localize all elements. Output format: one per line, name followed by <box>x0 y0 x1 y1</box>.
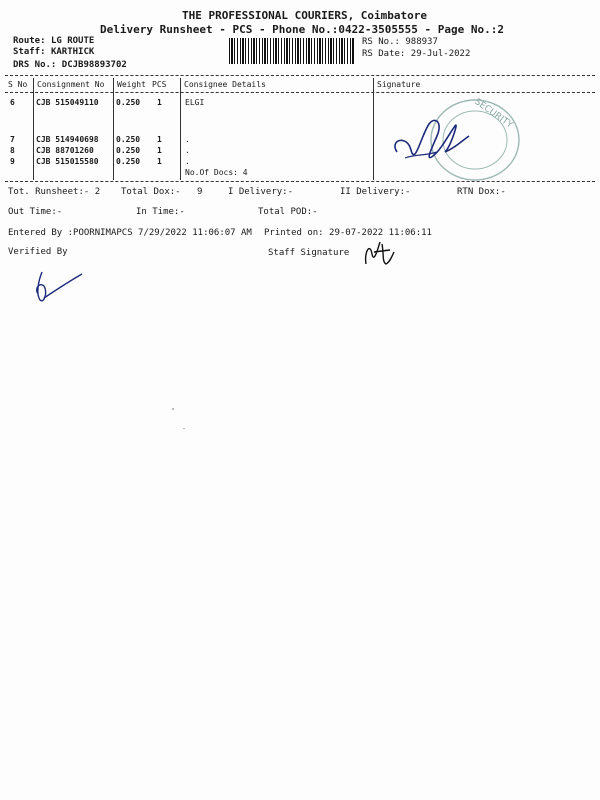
out-time: Out Time:- <box>8 207 63 217</box>
drs-label: DRS No.: <box>13 60 57 70</box>
total-dox-label: Total Dox:- <box>121 187 181 197</box>
drs-line <box>13 60 127 70</box>
company-title: THE PROFESSIONAL COURIERS, Coimbatore <box>182 9 428 22</box>
row-consignee: . <box>185 135 190 144</box>
route-line <box>13 36 94 46</box>
security-stamp <box>385 96 535 184</box>
col-header-pcs: PCS <box>152 80 167 89</box>
col-divider <box>33 78 34 180</box>
row-pcs: 1 <box>157 157 162 166</box>
row-weight: 0.250 <box>116 135 141 144</box>
in-time: In Time:- <box>136 207 185 217</box>
col-header-consignee: Consignee Details <box>184 80 266 89</box>
col-divider <box>180 78 181 180</box>
rs-no-value: 988937 <box>405 37 438 47</box>
row-pcs: 1 <box>157 135 162 144</box>
row-consignee: . <box>185 157 190 166</box>
staff-signature-label: Staff Signature <box>268 248 350 258</box>
total-dox-value: 9 <box>197 187 203 197</box>
row-sno: 6 <box>10 98 15 107</box>
printed-on: Printed on: 29-07-2022 11:06:11 <box>264 228 432 238</box>
tot-runsheet: Tot. Runsheet:- 2 <box>8 187 101 197</box>
table-top-rule <box>5 75 595 76</box>
staff-line <box>13 47 94 57</box>
col-divider <box>113 78 114 180</box>
col-header-consignment: Consignment No <box>37 80 105 89</box>
col-divider <box>373 78 374 180</box>
ii-delivery: II Delivery:- <box>340 187 411 197</box>
row-consignment: CJB 514940698 <box>36 135 99 144</box>
row-consignment: CJB 88701260 <box>36 146 94 155</box>
row-consignment: CJB 515049110 <box>36 98 99 107</box>
col-header-signature: Signature <box>377 80 421 89</box>
stamp-text: SECURITY <box>472 97 515 131</box>
row-weight: 0.250 <box>116 146 141 155</box>
row-consignee: . <box>185 146 190 155</box>
verifier-signature <box>28 268 88 308</box>
barcode <box>229 38 354 64</box>
staff-signature <box>360 238 400 268</box>
row-sno: 9 <box>10 157 15 166</box>
rs-no-label: RS No.: <box>362 37 400 47</box>
rs-date-value: 29-Jul-2022 <box>410 49 471 59</box>
row-consignment: CJB 515015580 <box>36 157 99 166</box>
row-consignee: ELGI <box>185 98 205 107</box>
route-label: Route: <box>13 36 46 46</box>
row-weight: 0.250 <box>116 157 141 166</box>
table-header-rule <box>5 92 595 93</box>
staff-label: Staff: <box>13 47 46 57</box>
runsheet-subtitle: Delivery Runsheet - PCS - Phone No.:0422-3505555 - Page No.:2 <box>100 23 504 36</box>
i-delivery: I Delivery:- <box>228 187 294 197</box>
rs-date-label: RS Date: <box>362 49 406 59</box>
rs-no-line <box>362 37 438 47</box>
row-weight: 0.250 <box>116 98 141 107</box>
verified-by: Verified By <box>8 247 68 257</box>
route-value: LG ROUTE <box>50 36 95 46</box>
row-pcs: 1 <box>157 98 162 107</box>
rs-date-line <box>362 49 470 59</box>
row-sno: 7 <box>10 135 15 144</box>
receiver-signature <box>395 120 469 157</box>
row-pcs: 1 <box>157 146 162 155</box>
row-sno: 8 <box>10 146 15 155</box>
drs-value: DCJB98893702 <box>61 60 127 70</box>
no-of-docs: No.Of Docs: 4 <box>185 168 248 177</box>
entered-by: Entered By :POORNIMAPCS 7/29/2022 11:06:07 AM <box>8 228 252 238</box>
scan-speck <box>172 408 174 410</box>
total-pod: Total POD:- <box>258 207 318 217</box>
scan-speck <box>183 428 185 429</box>
col-header-sno: S No <box>8 80 28 89</box>
staff-value: KARTHICK <box>50 47 95 57</box>
col-header-weight: Weight <box>117 80 146 89</box>
rtn-dox: RTN Dox:- <box>457 187 506 197</box>
